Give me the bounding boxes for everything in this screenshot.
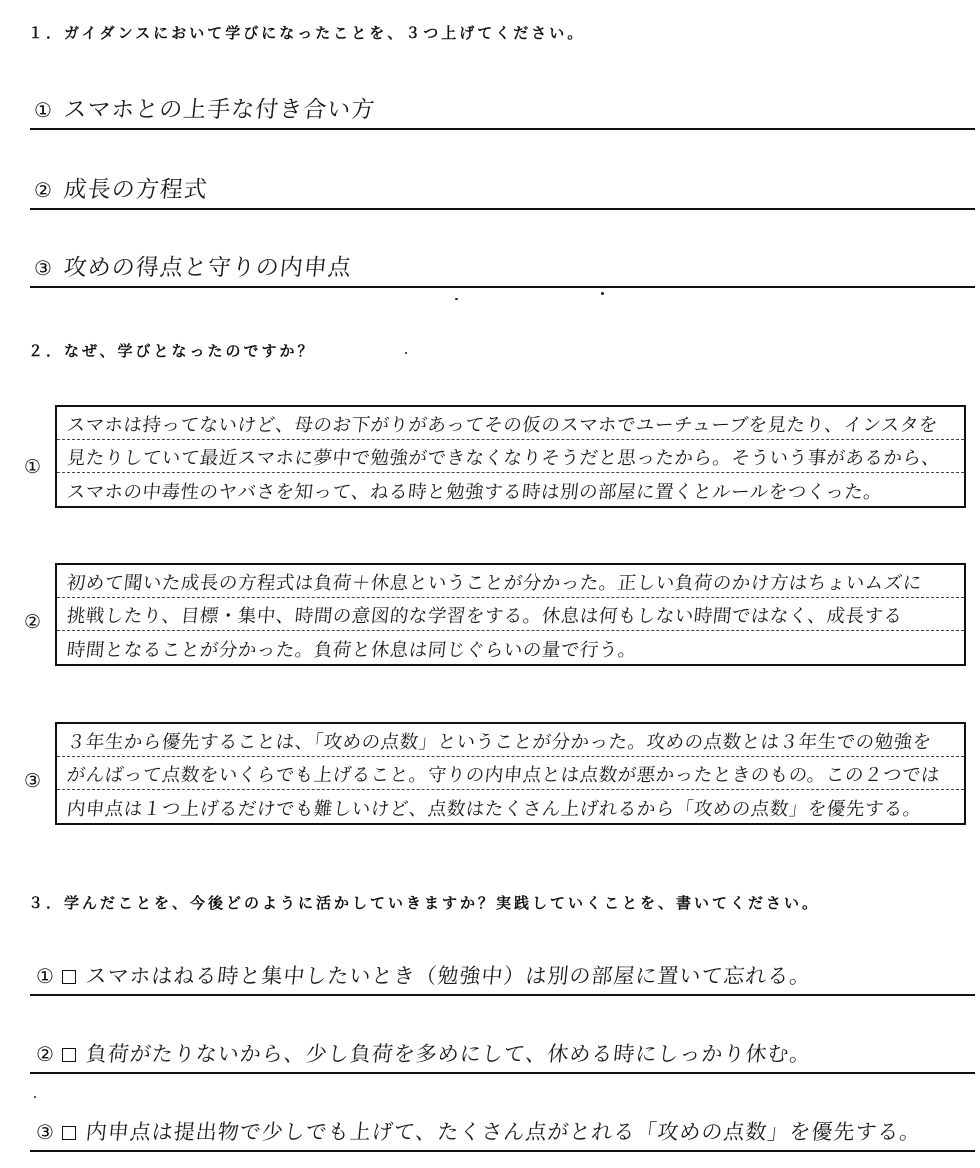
- checkbox-icon: [62, 1048, 76, 1062]
- answer-number: ①: [34, 98, 52, 122]
- question-3-heading: ３．学んだことを、今後どのように活かしていきますか？実践していくことを、書いてください。: [28, 894, 821, 912]
- reason-line: 時間となることが分かった。負荷と休息は同じぐらいの量で行う。: [65, 640, 638, 661]
- answer-number: ③: [36, 1120, 54, 1144]
- reason-box-3: [55, 722, 966, 825]
- reason-line: がんばって点数をいくらでも上げること。守りの内申点とは点数が悪かったときのもの。この２つでは: [57, 757, 964, 790]
- answer-3-3-line: [30, 1100, 975, 1152]
- answer-text: 攻めの得点と守りの内申点: [62, 255, 354, 281]
- reason-line: スマホは持ってないけど、母のお下がりがあってその仮のスマホでユーチューブを見たり、インスタを: [57, 407, 964, 440]
- reason-line: スマホの中毒性のヤバさを知って、ねる時と勉強する時は別の部屋に置くとルールをつくった。: [65, 482, 884, 503]
- answer-text: 負荷がたりないから、少し負荷を多めにして、休める時にしっかり休む。: [84, 1042, 813, 1066]
- scan-speck: [455, 298, 458, 300]
- reason-line: ３年生から優先することは、「攻めの点数」ということが分かった。攻めの点数とは３年生での勉強を: [57, 724, 964, 757]
- answer-number: ②: [34, 178, 52, 202]
- reason-box-1: [55, 405, 966, 508]
- reason-box-2: [55, 563, 966, 666]
- reason-line: 内申点は１つ上げるだけでも難しいけど、点数はたくさん上げれるから「攻めの点数」を優先する。: [65, 799, 923, 820]
- answer-1-2-line: [30, 158, 975, 210]
- answer-text: スマホとの上手な付き合い方: [62, 97, 377, 123]
- scan-speck: [601, 292, 604, 295]
- question-2-heading: ２．なぜ、学びとなったのですか？: [28, 342, 316, 360]
- checkbox-icon: [62, 970, 76, 984]
- answer-text: スマホはねる時と集中したいとき（勉強中）は別の部屋に置いて忘れる。: [84, 964, 813, 988]
- box-2-number: ②: [24, 611, 42, 633]
- answer-1-3-line: [30, 236, 975, 288]
- reason-line: 初めて聞いた成長の方程式は負荷＋休息ということが分かった。正しい負荷のかけ方はちょいムズに: [57, 565, 964, 598]
- box-3-number: ③: [24, 770, 42, 792]
- question-1-heading: １．ガイダンスにおいて学びになったことを、３つ上げてください。: [28, 24, 586, 42]
- answer-text: 内申点は提出物で少しでも上げて、たくさん点がとれる「攻めの点数」を優先する。: [84, 1120, 923, 1144]
- answer-1-1-line: [30, 78, 975, 130]
- answer-3-2-line: [30, 1022, 975, 1074]
- checkbox-icon: [62, 1126, 76, 1140]
- scan-speck: [405, 352, 407, 354]
- answer-text: 成長の方程式: [62, 177, 210, 203]
- answer-3-1-line: [30, 944, 975, 996]
- scan-speck: [34, 1096, 36, 1098]
- box-1-number: ①: [24, 456, 42, 478]
- reason-line: 見たりしていて最近スマホに夢中で勉強ができなくなりそうだと思ったから。そういう事があるから、: [57, 440, 964, 473]
- reason-line: 挑戦したり、目標・集中、時間の意図的な学習をする。休息は何もしない時間ではなく、成長する: [57, 598, 964, 631]
- answer-number: ②: [36, 1042, 54, 1066]
- answer-number: ③: [34, 256, 52, 280]
- answer-number: ①: [36, 964, 54, 988]
